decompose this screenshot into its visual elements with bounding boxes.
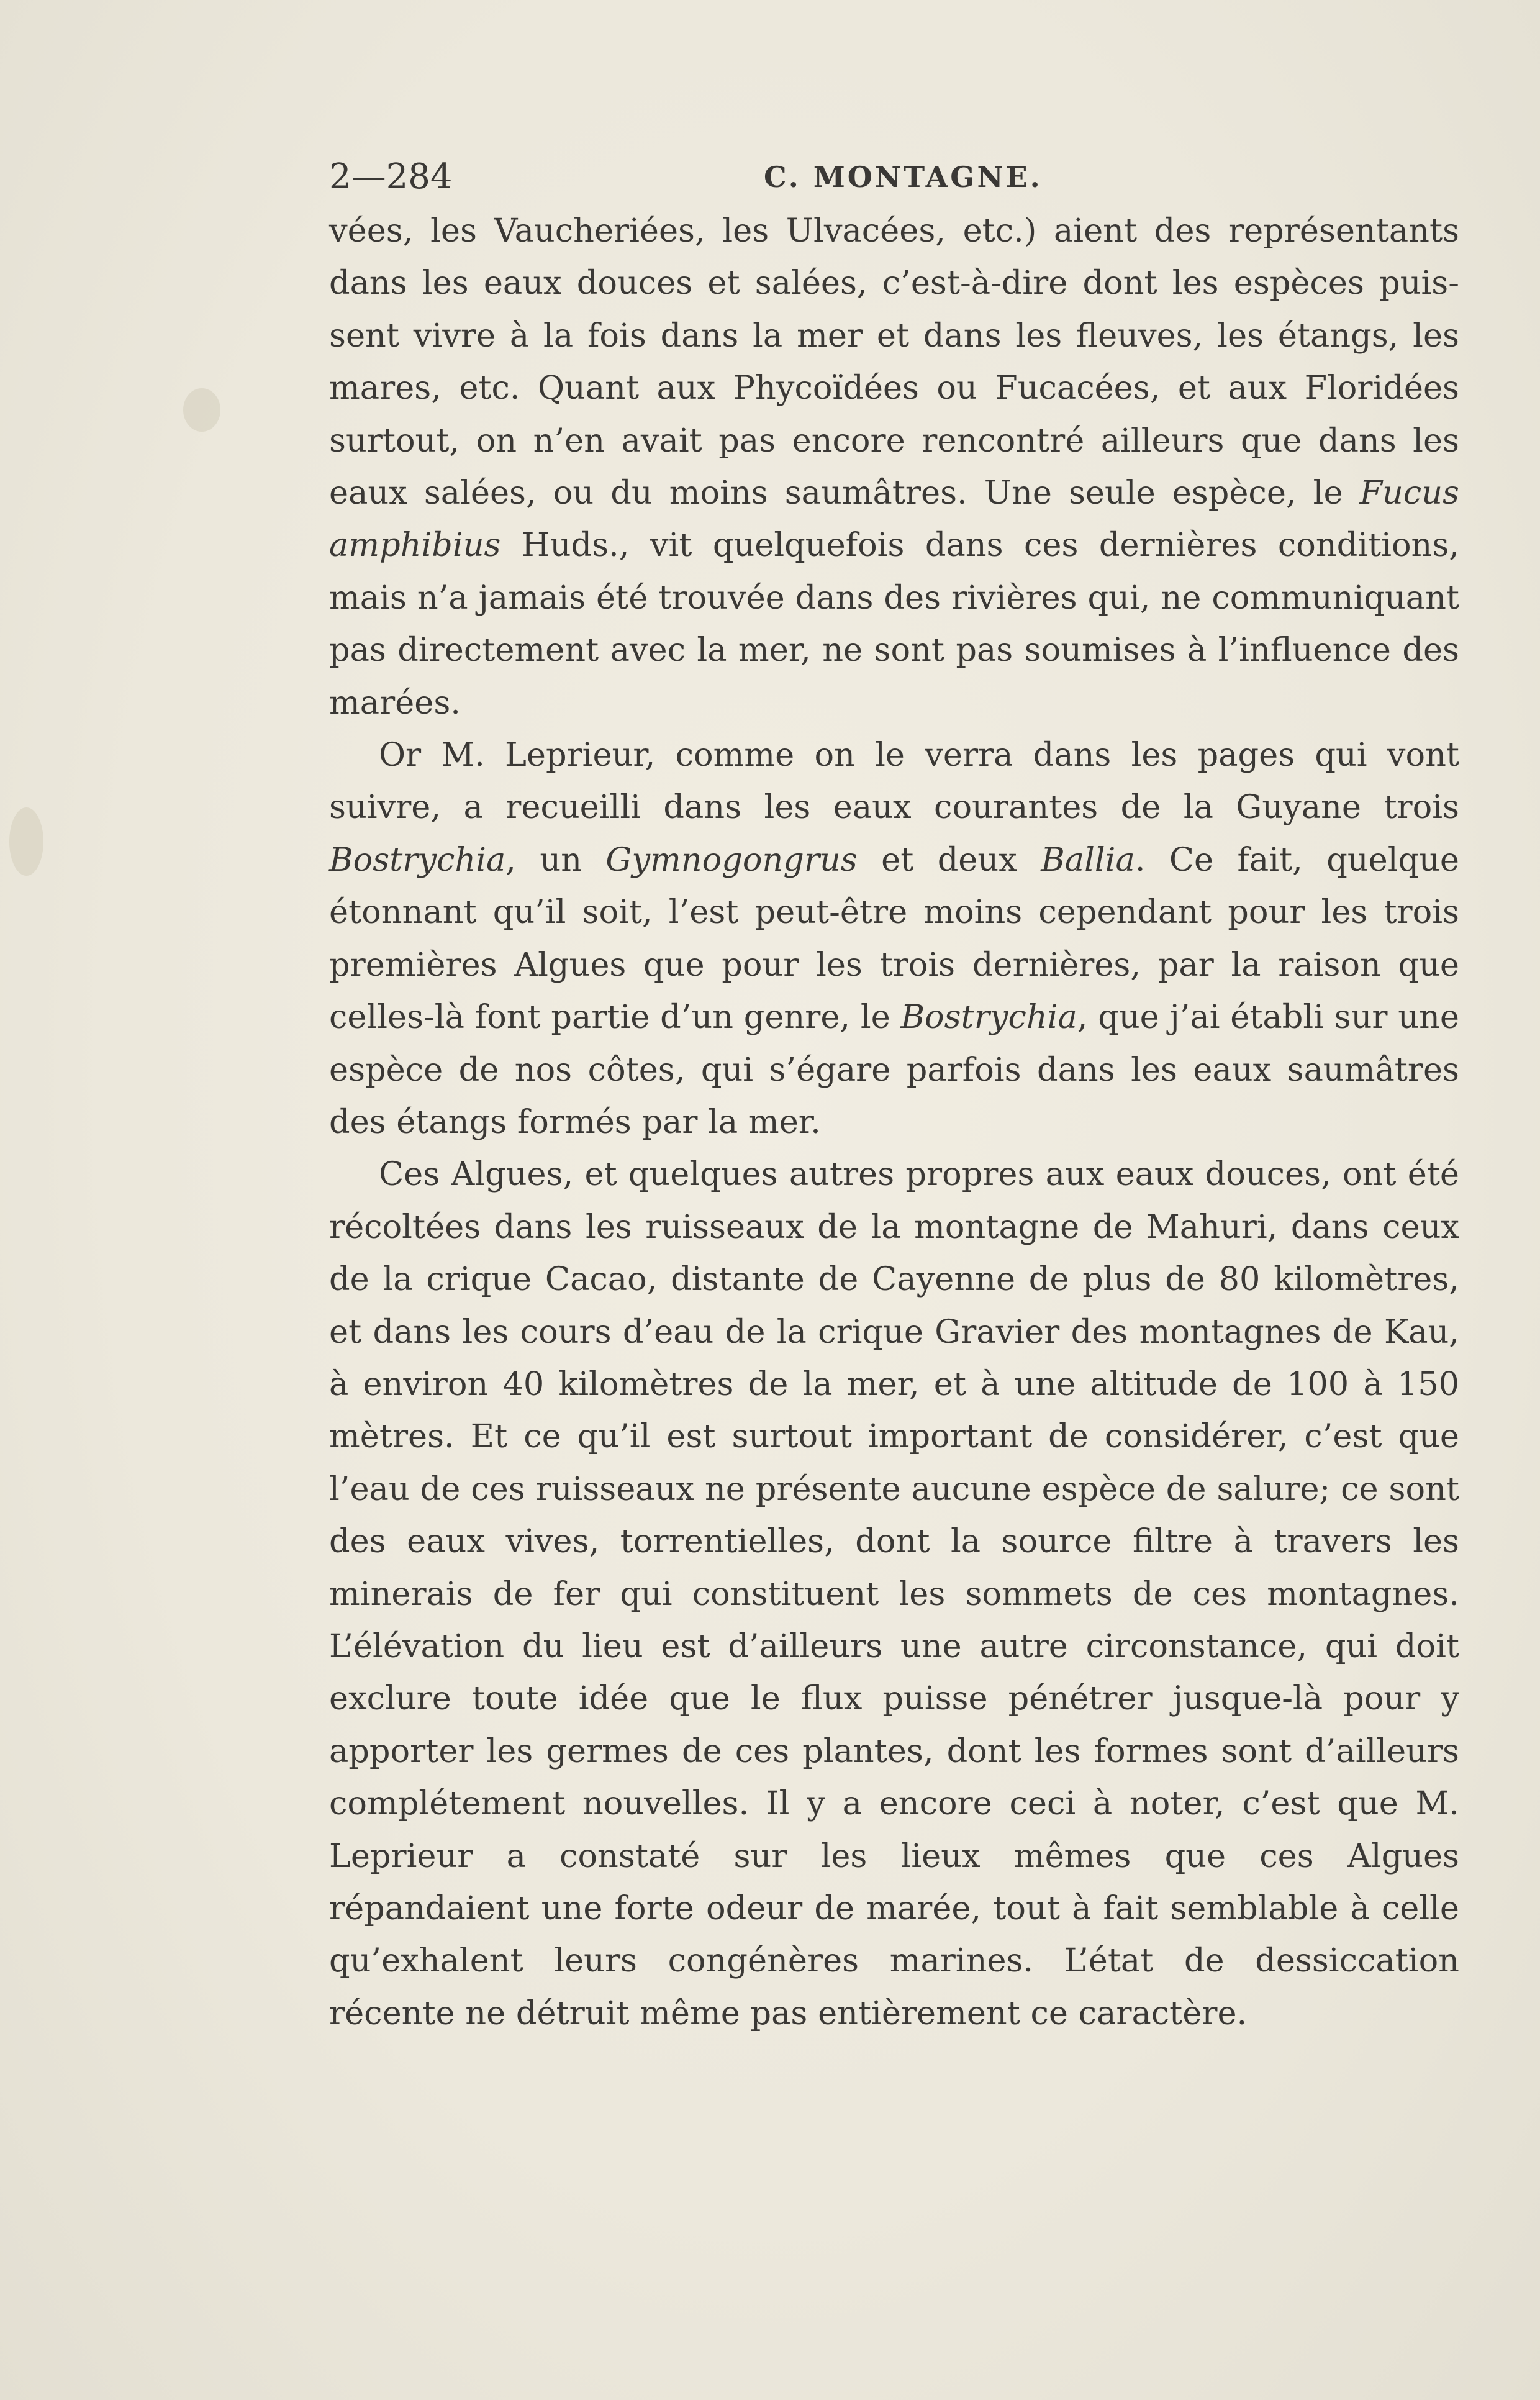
italic-taxon: Bostrychia <box>900 998 1077 1037</box>
paper-stain <box>9 807 43 876</box>
paper-stain <box>183 388 220 432</box>
italic-taxon: Bostrychia <box>329 840 506 879</box>
running-title: C. MONTAGNE. <box>764 160 1043 194</box>
running-head <box>329 149 1459 205</box>
paragraph: vées, les Vaucheriées, les Ulvacées, etc.) aient des représentants dans les eaux douces et salées, c’est-à-dire dont les espèces puissent vivre à la fois dans la mer et dans les fleuves, les étangs, les mares, etc. Quant aux Phycoïdées ou Fucacées, et aux Floridées surtout, on n’en avait pas encore rencontré ailleurs que dans les eaux salées, ou du moins saumâtres. Une seule espèce, le Fucus amphibius Huds., vit quelquefois dans ces dernières conditions, mais n’a jamais été trouvée dans des rivières qui, ne communiquant pas directement avec la mer, ne sont pas soumises à l’influence des marées. <box>329 212 1459 722</box>
italic-taxon: Ballia <box>1041 840 1135 879</box>
italic-taxon: Gymnogongrus <box>605 840 858 879</box>
paragraph: Or M. Leprieur, comme on le verra dans les pages qui vont suivre, a recueilli dans les eaux courantes de la Guyane trois Bostrychia, un Gymnogongrus et deux Ballia. Ce fait, quelque étonnant qu’il soit, l’est peut-être moins cependant pour les trois premières Algues que pour les trois dernières, par la raison que celles-là font partie d’un genre, le Bostrychia, que j’ai établi sur une espèce de nos côtes, qui s’égare parfois dans les eaux saumâtres des étangs formés par la mer. <box>329 736 1459 1141</box>
text-block <box>329 149 1459 2040</box>
page-number: 2—284 <box>329 157 453 197</box>
italic-taxon: Fucus amphibius <box>329 474 1459 565</box>
paragraph: Ces Algues, et quelques autres propres aux eaux douces, ont été récoltées dans les ruisseaux de la montagne de Mahuri, dans ceux de la crique Cacao, distante de Cayenne de plus de 80 kilomètres, et dans les cours d’eau de la crique Gravier des montagnes de Kau, à environ 40 kilomètres de la mer, et à une altitude de 100 à 150 mètres. Et ce qu’il est surtout important de considérer, c’est que l’eau de ces ruisseaux ne présente aucune espèce de salure; ce sont des eaux vives, torrentielles, dont la source filtre à travers les minerais de fer qui constituent les sommets de ces montagnes. L’élévation du lieu est d’ailleurs une autre circonstance, qui doit exclure toute idée que le flux puisse pénétrer jusque-là pour y apporter les germes de ces plantes, dont les formes sont d’ailleurs complétement nouvelles. Il y a encore ceci à noter, c’est que M. Leprieur a constaté sur les lieux mêmes que ces Algues répandaient une forte odeur de marée, tout à fait semblable à celle qu’exhalent leurs congénères marines. L’état de dessiccation récente ne détruit même pas entièrement ce caractère. <box>329 1155 1459 2032</box>
